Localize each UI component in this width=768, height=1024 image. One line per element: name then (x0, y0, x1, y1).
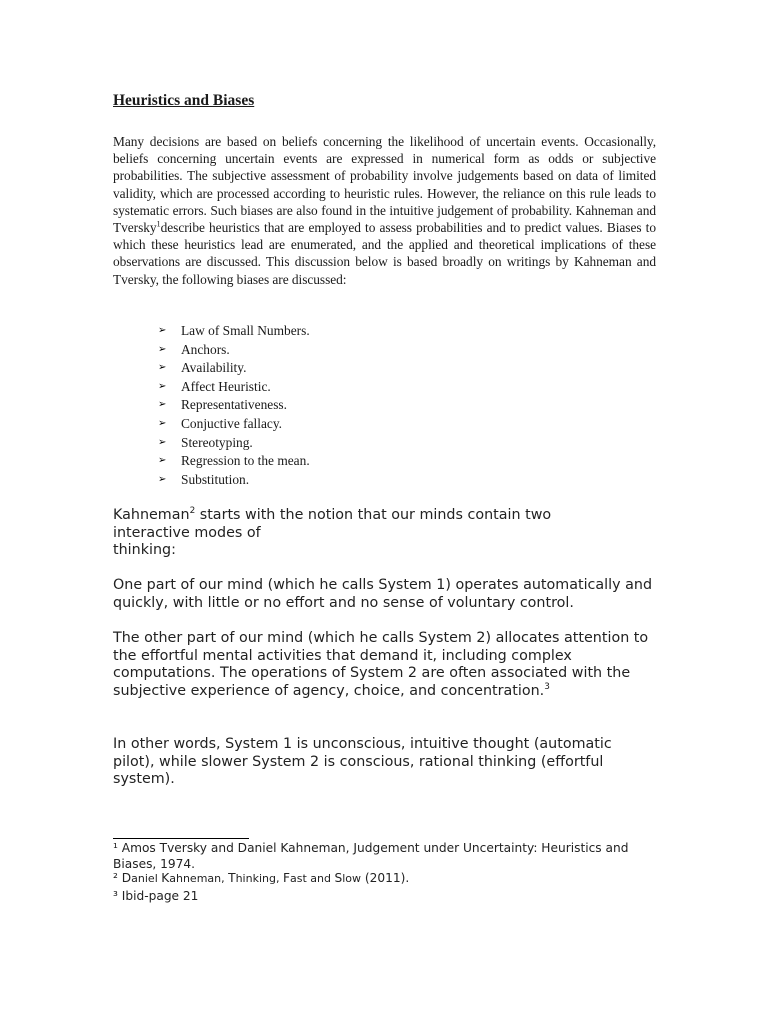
arrow-bullet-icon: ➢ (158, 380, 167, 392)
footnote-text-part: ahneman, (169, 872, 229, 885)
arrow-bullet-icon: ➢ (158, 343, 167, 355)
arrow-bullet-icon: ➢ (158, 473, 167, 485)
biases-list (158, 322, 310, 489)
list-item (158, 396, 310, 415)
footnote-text-part: K (161, 871, 170, 885)
arrow-bullet-icon: ➢ (158, 399, 167, 411)
list-item (158, 471, 310, 490)
arrow-bullet-icon: ➢ (158, 455, 167, 467)
footnote-text-part: S (334, 871, 343, 885)
list-item (158, 341, 310, 360)
system-1-paragraph: One part of our mind (which he calls System 1) operates automatically and quickly, with little or no effort and no sense of voluntary control. (113, 577, 653, 611)
footnote-text-part: low (342, 872, 361, 885)
list-item (158, 359, 310, 378)
footnote-mark: ¹ (113, 841, 118, 855)
footnote-year: (2011). (361, 871, 410, 885)
footnote-mark: ² (113, 871, 118, 885)
footnote-text: Amos Tversky and Daniel Kahneman, Judgement under Uncertainty: Heuristics and Biases, 1974. (113, 841, 629, 871)
list-item (158, 415, 310, 434)
footnote-separator (113, 838, 249, 839)
bias-label: Stereotyping. (181, 434, 253, 450)
footnote-ref-3: 3 (544, 682, 550, 693)
footnote-ref-2: 2 (189, 506, 196, 517)
intro-paragraph (113, 133, 656, 288)
arrow-bullet-icon: ➢ (158, 436, 167, 448)
footnote-text-part: aniel (131, 872, 162, 885)
bias-label: Availability. (181, 360, 247, 376)
arrow-bullet-icon: ➢ (158, 325, 167, 336)
two-modes-line-2: interactive modes of (113, 524, 261, 541)
bias-label: Affect Heuristic. (181, 378, 271, 394)
footnote-text-part: D (117, 871, 132, 885)
list-item (158, 322, 310, 341)
arrow-bullet-icon: ➢ (158, 362, 167, 374)
summary-paragraph: In other words, System 1 is unconscious, intuitive thought (automatic pilot), while slower System 2 is conscious, rational thinking (effortful system). (113, 736, 612, 788)
footnote-text-part: hinking, (235, 872, 283, 885)
intro-text-part-1: Many decisions are based on beliefs concerning the likelihood of uncertain events. Occasionally, beliefs concerning uncertain events are expressed in numerical form as odds or subjective probabilities. The subjective assessment of probability involve judgements based on data of limited validity, which are processed according to heuristic rules. However, the reliance on this rule leads to systematic errors. Such biases are also found in the intuitive judgement of probability. Kahneman and Tversky (113, 134, 656, 236)
footnote-2 (113, 871, 656, 887)
bias-label: Law of Small Numbers. (181, 323, 310, 338)
footnote-text: Ibid-page 21 (117, 889, 199, 903)
two-modes-line-3: thinking: (113, 542, 176, 559)
author-name: Kahneman (113, 507, 190, 523)
two-modes-paragraph (113, 507, 656, 560)
document-title: Heuristics and Biases (113, 92, 255, 109)
footnote-3 (113, 889, 656, 905)
list-item (158, 434, 310, 453)
list-item (158, 452, 310, 471)
arrow-bullet-icon: ➢ (158, 417, 167, 429)
footnote-mark: ³ (113, 889, 118, 903)
bias-label: Conjuctive fallacy. (181, 415, 283, 431)
footnote-ref-1: 1 (156, 219, 161, 229)
intro-text-part-2: describe heuristics that are employed to assess probabilities and to predict values. Biases to which these heuristics lead are enumerated, and the applied and theoretical implications of these observations are discussed. This discussion below is based broadly on writings by Kahneman and Tversky, the following biases are discussed: (113, 220, 656, 287)
bias-label: Representativeness. (181, 397, 287, 413)
bias-label: Substitution. (181, 471, 250, 487)
system-2-text: The other part of our mind (which he calls System 2) allocates attention to the effortful mental activities that demand it, including complex computations. The operations of System 2 are often associated with the subjective experience of agency, choice, and concentration. (113, 630, 649, 699)
footnote-1 (113, 841, 656, 872)
list-item (158, 378, 310, 397)
system-2-paragraph (113, 630, 656, 700)
footnote-text-part: T (228, 871, 236, 885)
two-modes-line-1: starts with the notion that our minds contain two (195, 507, 552, 523)
footnote-text-part: F (282, 871, 290, 885)
bias-label: Regression to the mean. (181, 453, 310, 469)
footnote-text-part: ast and (289, 872, 335, 885)
bias-label: Anchors. (181, 341, 230, 357)
